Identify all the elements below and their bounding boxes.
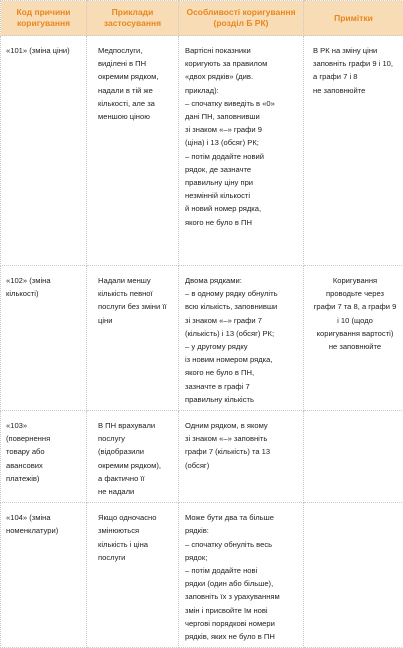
example-cell: Надали меншу кількість певної послуги без зміни її ціни <box>87 266 179 411</box>
table-header-row <box>1 1 403 36</box>
notes-cell: Коригування проводьте через графи 7 та 8, а графи 9 і 10 (щодо коригування вартості) не заповнюйте <box>304 266 403 411</box>
features-cell: Одним рядком, в якому зі знаком «–» заповніть графи 7 (кількість) та 13 (обсяг) <box>179 411 304 503</box>
example-cell: Медпослуги, виділені в ПН окремим рядком, надали в тій же кількості, але за меншою ціною <box>87 36 179 266</box>
table-row <box>1 36 403 266</box>
header-code: Код причини коригування <box>1 1 87 36</box>
header-features: Особливості коригування (розділ Б РК) <box>179 1 304 36</box>
features-cell: Може бути два та більше рядків: – спочатку обнуліть весь рядок; – потім додайте нові рядки (один або більше), заповніть їх з урахуванням змін і присвойте їм нові чергові порядкові номери рядків, яких не було в ПН <box>179 503 304 648</box>
code-cell: «104» (зміна номенклатури) <box>1 503 87 648</box>
example-cell: Якщо одночасно змінюються кількість і ціна послуги <box>87 503 179 648</box>
code-cell: «103» (повернення товару або авансових платежів) <box>1 411 87 503</box>
notes-cell: В РК на зміну ціни заповніть графи 9 і 10, а графи 7 і 8 не заповнюйте <box>304 36 403 266</box>
table-row <box>1 503 403 648</box>
header-notes: Примітки <box>304 1 403 36</box>
code-cell: «102» (зміна кількості) <box>1 266 87 411</box>
features-cell: Двома рядками: – в одному рядку обнуліть всю кількість, заповнивши зі знаком «–» графи 7 (кількість) і 13 (обсяг) РК; – у другому рядку із новим номером рядка, якого не було в ПН, зазначте в графі 7 правильну кількість <box>179 266 304 411</box>
features-cell: Вартісні показники коригують за правилом «двох рядків» (див. приклад): – спочатку виведіть в «0» дані ПН, заповнивши зі знаком «–» графи 9 (ціна) і 13 (обсяг) РК; – потім додайте новий рядок, де зазначте правильну ціну при незмінній кількості й новий номер рядка, якого не було в ПН <box>179 36 304 266</box>
notes-cell <box>304 503 403 648</box>
code-cell: «101» (зміна ціни) <box>1 36 87 266</box>
header-examples: Приклади застосування <box>87 1 179 36</box>
table-row <box>1 266 403 411</box>
example-cell: В ПН врахували послугу (відобразили окремим рядком), а фактично її не надали <box>87 411 179 503</box>
notes-cell <box>304 411 403 503</box>
table-row <box>1 411 403 503</box>
